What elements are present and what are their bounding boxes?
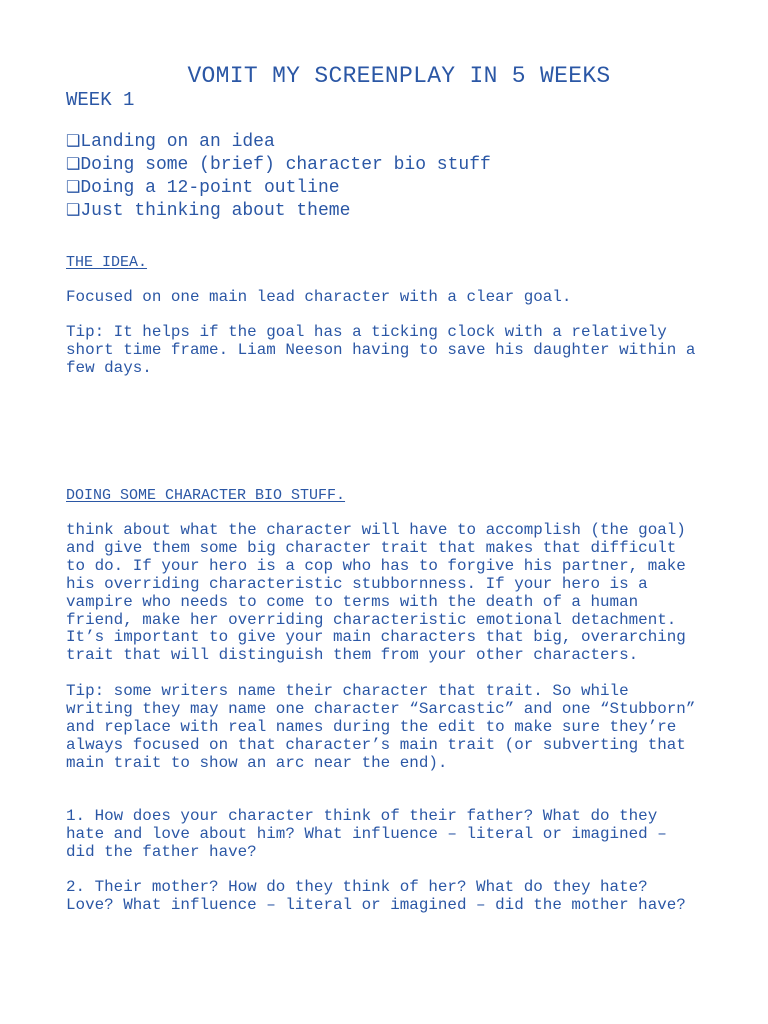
- checklist-item: [66, 199, 491, 222]
- document-title: VOMIT MY SCREENPLAY IN 5 WEEKS: [187, 63, 611, 89]
- section-heading-idea: THE IDEA.: [66, 254, 148, 271]
- character-bio-paragraph: think about what the character will have to accomplish (the goal) and give them some big character trait that makes that difficult to do. If your hero is a cop who has to forgive his partner, make his overriding characteristic stubbornness. If your hero is a vampire who needs to come to terms with the death of a human friend, make her overriding characteristic emotional detachment. It’s important to give your main characters that big, overarching trait that will distinguish them from your other characters.: [66, 521, 686, 665]
- checkbox-icon: ❑: [66, 154, 81, 173]
- week-checklist: [66, 130, 491, 222]
- checkbox-icon: ❑: [66, 200, 81, 219]
- question-father: 1. How does your character think of their father? What do they hate and love about him? What influence – literal or imagined – did the father have?: [66, 807, 667, 861]
- checklist-item: [66, 130, 491, 153]
- section-heading-character-bio: DOING SOME CHARACTER BIO STUFF.: [66, 487, 346, 504]
- idea-paragraph: Focused on one main lead character with a clear goal.: [66, 288, 572, 306]
- checkbox-icon: ❑: [66, 131, 81, 150]
- week-label: WEEK 1: [66, 89, 135, 111]
- character-bio-tip-paragraph: Tip: some writers name their character that trait. So while writing they may name one character “Sarcastic” and one “Stubborn” and replace with real names during the edit to make sure they’re always focused on that character’s main trait (or subverting that main trait to show an arc near the end).: [66, 682, 696, 772]
- checkbox-icon: ❑: [66, 177, 81, 196]
- checklist-item: [66, 176, 491, 199]
- checklist-item-label: Just thinking about theme: [80, 201, 351, 221]
- checklist-item-label: Landing on an idea: [80, 132, 275, 152]
- checklist-item-label: Doing a 12-point outline: [80, 178, 340, 198]
- checklist-item-label: Doing some (brief) character bio stuff: [80, 155, 491, 175]
- checklist-item: [66, 153, 491, 176]
- idea-tip-paragraph: Tip: It helps if the goal has a ticking clock with a relatively short time frame. Liam Neeson having to save his daughter within a few days.: [66, 323, 696, 377]
- question-mother: 2. Their mother? How do they think of her? What do they hate? Love? What influence – literal or imagined – did the mother have?: [66, 878, 686, 914]
